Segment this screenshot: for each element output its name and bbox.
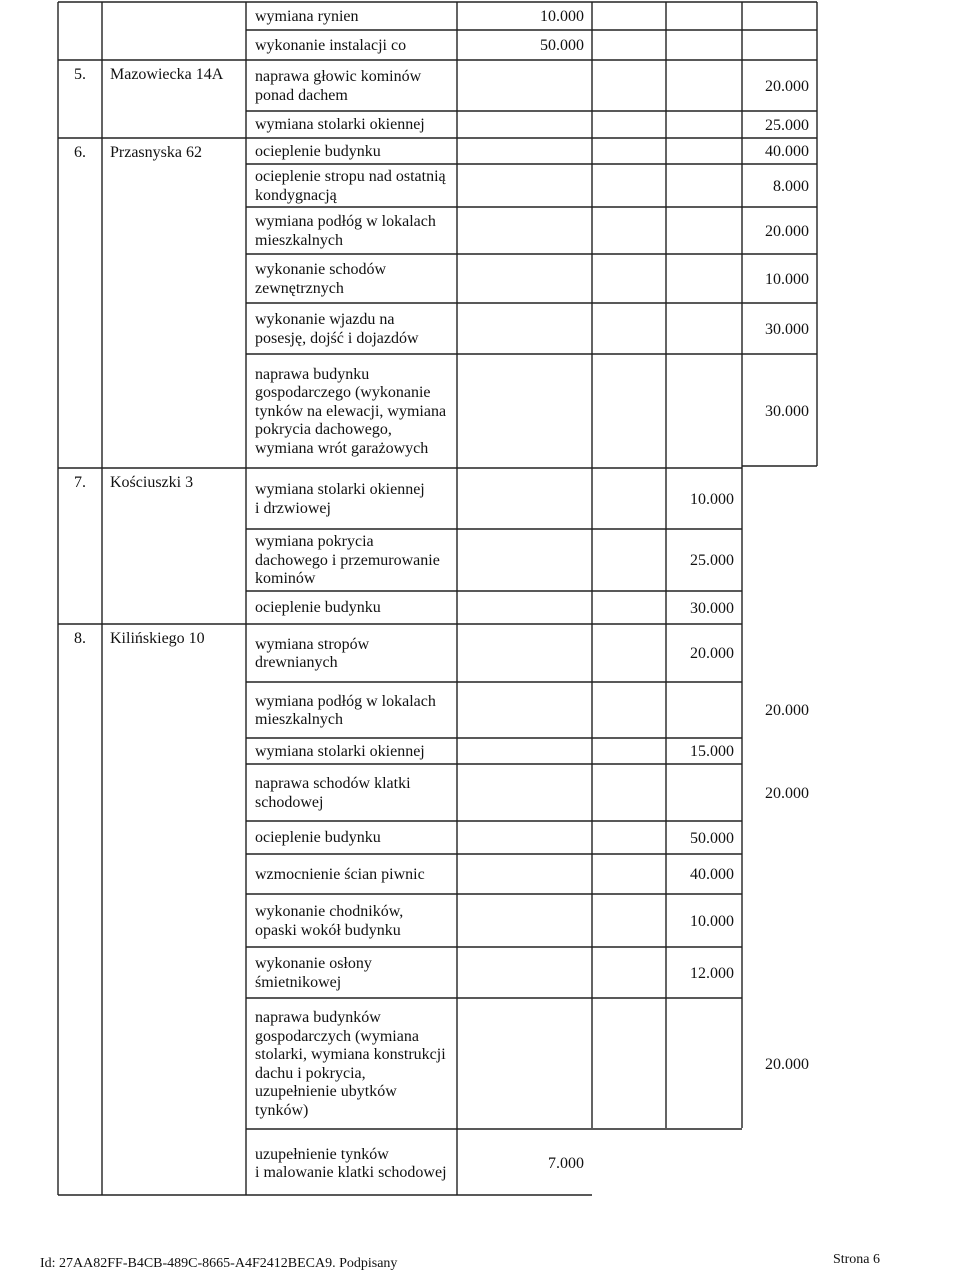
work-description-line: wykonanie instalacji co [255,36,407,54]
row-number: 8. [74,630,86,647]
amount-col3: 20.000 [765,1055,809,1073]
row-number: 7. [74,474,86,491]
work-description-line: gospodarczych (wymiana [255,1027,419,1045]
work-description-line: tynków) [255,1101,309,1119]
work-description-line: wymiana rynien [255,7,359,25]
work-description-line: śmietnikowej [255,973,342,991]
work-description-line: wykonanie wjazdu na [255,311,395,328]
work-description-line: wymiana stropów [255,635,370,653]
work-description-line: ocieplenie budynku [255,599,381,617]
amount-col3: 20.000 [765,222,809,240]
work-description-line: kominów [255,570,316,588]
amount-col1: 7.000 [548,1155,584,1172]
amount-col2: 10.000 [690,490,734,508]
work-description-line: naprawa głowic kominów [255,68,422,85]
amount-col3: 30.000 [765,403,809,420]
work-description-line: wymiana pokrycia [255,533,374,551]
work-description-line: drewnianych [255,654,338,671]
amount-col1: 10.000 [540,8,584,25]
work-description-line: gospodarczego (wykonanie [255,384,431,402]
work-description-line: ocieplenie stropu nad ostatnią [255,168,446,185]
work-description-line: stolarki, wymiana konstrukcji [255,1046,446,1063]
amount-col2: 12.000 [690,964,734,982]
work-description-line: schodowej [255,793,324,811]
amount-col2: 50.000 [690,829,734,847]
work-description-line: wymiana wrót garażowych [255,439,429,457]
work-description-line: opaski wokół budynku [255,921,401,939]
work-description-line: wymiana stolarki okiennej [255,481,425,498]
work-description-line: dachu i pokrycia, [255,1064,366,1082]
amount-col3: 30.000 [765,320,809,338]
work-description-line: wykonanie osłony [255,955,372,972]
row-number: 6. [74,144,86,161]
amount-col2: 10.000 [690,912,734,930]
amount-col2: 25.000 [690,552,734,569]
work-description-line: posesję, dojść i dojazdów [255,329,419,347]
work-description-line: naprawa schodów klatki [255,775,411,792]
work-description-line: zewnętrznych [255,279,344,297]
work-description-line: wymiana podłóg w lokalach [255,213,436,230]
work-description-line: i malowanie klatki schodowej [255,1164,447,1181]
amount-col1: 50.000 [540,37,584,54]
work-description-line: naprawa budynku [255,365,370,383]
amount-col3: 20.000 [765,77,809,95]
work-description-line: wymiana podłóg w lokalach [255,692,436,710]
work-description-line: tynków na elewacji, wymiana [255,402,447,420]
document-id-footer: Id: 27AA82FF-B4CB-489C-8665-A4F2412BECA9. Podpisany [40,1256,398,1271]
work-description-line: ocieplenie budynku [255,142,381,160]
amount-col3: 8.000 [773,177,809,195]
work-description-line: wymiana stolarki okiennej [255,116,425,134]
address-cell: Kościuszki 3 [110,474,194,491]
amount-col2: 40.000 [690,866,734,883]
amount-col2: 20.000 [690,645,734,662]
work-description-line: uzupełnienie tynków [255,1145,389,1163]
work-description-line: pokrycia dachowego, [255,421,392,439]
work-description-line: wykonanie schodów [255,261,387,278]
work-description-line: kondygnacją [255,186,337,204]
work-description-line: uzupełnienie ubytków [255,1083,397,1100]
amount-col2: 15.000 [690,743,734,760]
amount-col2: 30.000 [690,599,734,617]
amount-col3: 10.000 [765,270,809,288]
amount-col3: 25.000 [765,116,809,134]
row-number: 5. [74,66,86,83]
work-description-line: ocieplenie budynku [255,829,381,847]
amount-col3: 20.000 [765,702,809,719]
work-description-line: dachowego i przemurowanie [255,551,440,569]
page-number: Strona 6 [832,1252,880,1267]
work-description-line: wykonanie chodników, [255,903,404,920]
work-description-line: mieszkalnych [255,711,343,728]
work-description-line: ponad dachem [255,86,348,104]
work-description-line: i drzwiowej [255,499,331,517]
work-description-line: wymiana stolarki okiennej [255,742,425,760]
amount-col3: 20.000 [765,784,809,802]
address-cell: Kilińskiego 10 [110,630,205,647]
address-cell: Mazowiecka 14A [110,66,224,83]
work-description-line: wzmocnienie ścian piwnic [255,865,425,883]
amount-col3: 40.000 [765,143,809,160]
address-cell: Przasnyska 62 [110,144,202,161]
work-description-line: naprawa budynków [255,1009,381,1026]
work-description-line: mieszkalnych [255,231,343,249]
